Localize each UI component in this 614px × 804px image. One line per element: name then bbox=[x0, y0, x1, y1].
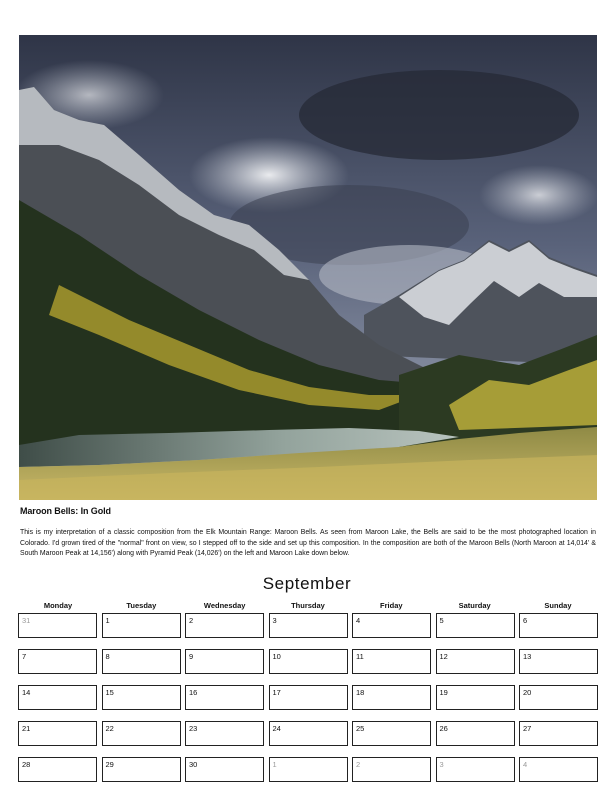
day-number: 24 bbox=[272, 724, 281, 733]
day-cell bbox=[352, 613, 431, 638]
day-number: 11 bbox=[356, 652, 364, 661]
day-cell bbox=[102, 721, 181, 746]
day-number: 3 bbox=[272, 616, 277, 625]
day-number: 8 bbox=[105, 652, 110, 661]
day-cell bbox=[352, 649, 431, 674]
day-cell bbox=[352, 721, 431, 746]
day-number: 2 bbox=[189, 616, 194, 625]
day-cell bbox=[519, 721, 598, 746]
weekday-saturday: Saturday bbox=[458, 601, 491, 610]
day-cell bbox=[185, 757, 264, 782]
weekday-tuesday: Tuesday bbox=[126, 601, 157, 610]
weekday-wednesday: Wednesday bbox=[203, 601, 246, 610]
week-row bbox=[18, 721, 598, 746]
cloud-right bbox=[479, 165, 597, 225]
day-number: 21 bbox=[22, 724, 31, 733]
week-row bbox=[18, 685, 598, 710]
day-number: 18 bbox=[356, 688, 365, 697]
day-cell bbox=[519, 649, 598, 674]
day-cell bbox=[102, 613, 181, 638]
day-cell bbox=[269, 685, 348, 710]
day-cell bbox=[269, 613, 348, 638]
day-number: 17 bbox=[272, 688, 281, 697]
weekday-thursday: Thursday bbox=[291, 601, 325, 610]
day-cell bbox=[269, 649, 348, 674]
day-number: 5 bbox=[439, 616, 444, 625]
day-cell bbox=[18, 685, 97, 710]
day-number: 4 bbox=[356, 616, 361, 625]
day-cell bbox=[352, 757, 431, 782]
day-cell bbox=[519, 613, 598, 638]
day-number: 15 bbox=[105, 688, 114, 697]
day-number: 26 bbox=[439, 724, 448, 733]
day-cell bbox=[18, 721, 97, 746]
week-row bbox=[18, 757, 598, 782]
photo-description: This is my interpretation of a classic composition from the Elk Mountain Range: Maroon Bells. As seen from Maroon Lake, the Bells are said to be the most photographed location in Colorado. I'd grown tired of the "normal" front on view, so I stepped off to the side and set up this composition. In the composition are both of the Maroon Bells (North Maroon at 14,014' & South Maroon Peak at 14,156') along with Pyramid Peak (14,026') on the left and Maroon Lake down below. bbox=[20, 529, 596, 557]
day-number: 16 bbox=[189, 688, 198, 697]
day-number: 3 bbox=[439, 760, 444, 769]
day-cell bbox=[18, 649, 97, 674]
calendar-grid bbox=[18, 601, 598, 782]
day-number: 10 bbox=[272, 652, 281, 661]
day-cell bbox=[436, 757, 515, 782]
day-cell bbox=[436, 685, 515, 710]
day-number: 31 bbox=[22, 616, 31, 625]
day-cell bbox=[102, 685, 181, 710]
day-cell bbox=[185, 685, 264, 710]
landscape-photo bbox=[19, 35, 597, 500]
storm-cloud bbox=[299, 70, 579, 160]
day-number: 7 bbox=[22, 652, 27, 661]
day-number: 4 bbox=[523, 760, 528, 769]
day-cell bbox=[185, 613, 264, 638]
day-number: 1 bbox=[272, 760, 277, 769]
day-number: 13 bbox=[523, 652, 532, 661]
weekday-monday: Monday bbox=[43, 601, 73, 610]
day-cell bbox=[18, 757, 97, 782]
day-cell bbox=[436, 613, 515, 638]
day-cell bbox=[185, 721, 264, 746]
day-number: 12 bbox=[439, 652, 448, 661]
day-cell bbox=[352, 685, 431, 710]
day-number: 28 bbox=[22, 760, 31, 769]
week-row bbox=[18, 613, 598, 638]
weekday-friday: Friday bbox=[380, 601, 403, 610]
day-cell bbox=[519, 685, 598, 710]
day-number: 19 bbox=[439, 688, 448, 697]
day-number: 2 bbox=[356, 760, 361, 769]
day-number: 23 bbox=[189, 724, 198, 733]
day-number: 6 bbox=[523, 616, 528, 625]
day-cell bbox=[436, 649, 515, 674]
weekday-header bbox=[18, 601, 598, 613]
day-cell bbox=[102, 757, 181, 782]
photo-title: Maroon Bells: In Gold bbox=[20, 506, 111, 516]
day-cell bbox=[18, 613, 97, 638]
day-number: 30 bbox=[189, 760, 198, 769]
day-number: 27 bbox=[523, 724, 532, 733]
month-title: September bbox=[262, 574, 352, 593]
weekday-sunday: Sunday bbox=[544, 601, 572, 610]
day-number: 22 bbox=[105, 724, 114, 733]
day-cell bbox=[269, 757, 348, 782]
day-number: 9 bbox=[189, 652, 194, 661]
day-cell bbox=[519, 757, 598, 782]
day-number: 20 bbox=[523, 688, 532, 697]
day-number: 29 bbox=[105, 760, 114, 769]
day-cell bbox=[185, 649, 264, 674]
week-row bbox=[18, 649, 598, 674]
day-number: 1 bbox=[105, 616, 110, 625]
day-cell bbox=[436, 721, 515, 746]
day-cell bbox=[102, 649, 181, 674]
day-number: 14 bbox=[22, 688, 31, 697]
day-cell bbox=[269, 721, 348, 746]
day-number: 25 bbox=[356, 724, 365, 733]
